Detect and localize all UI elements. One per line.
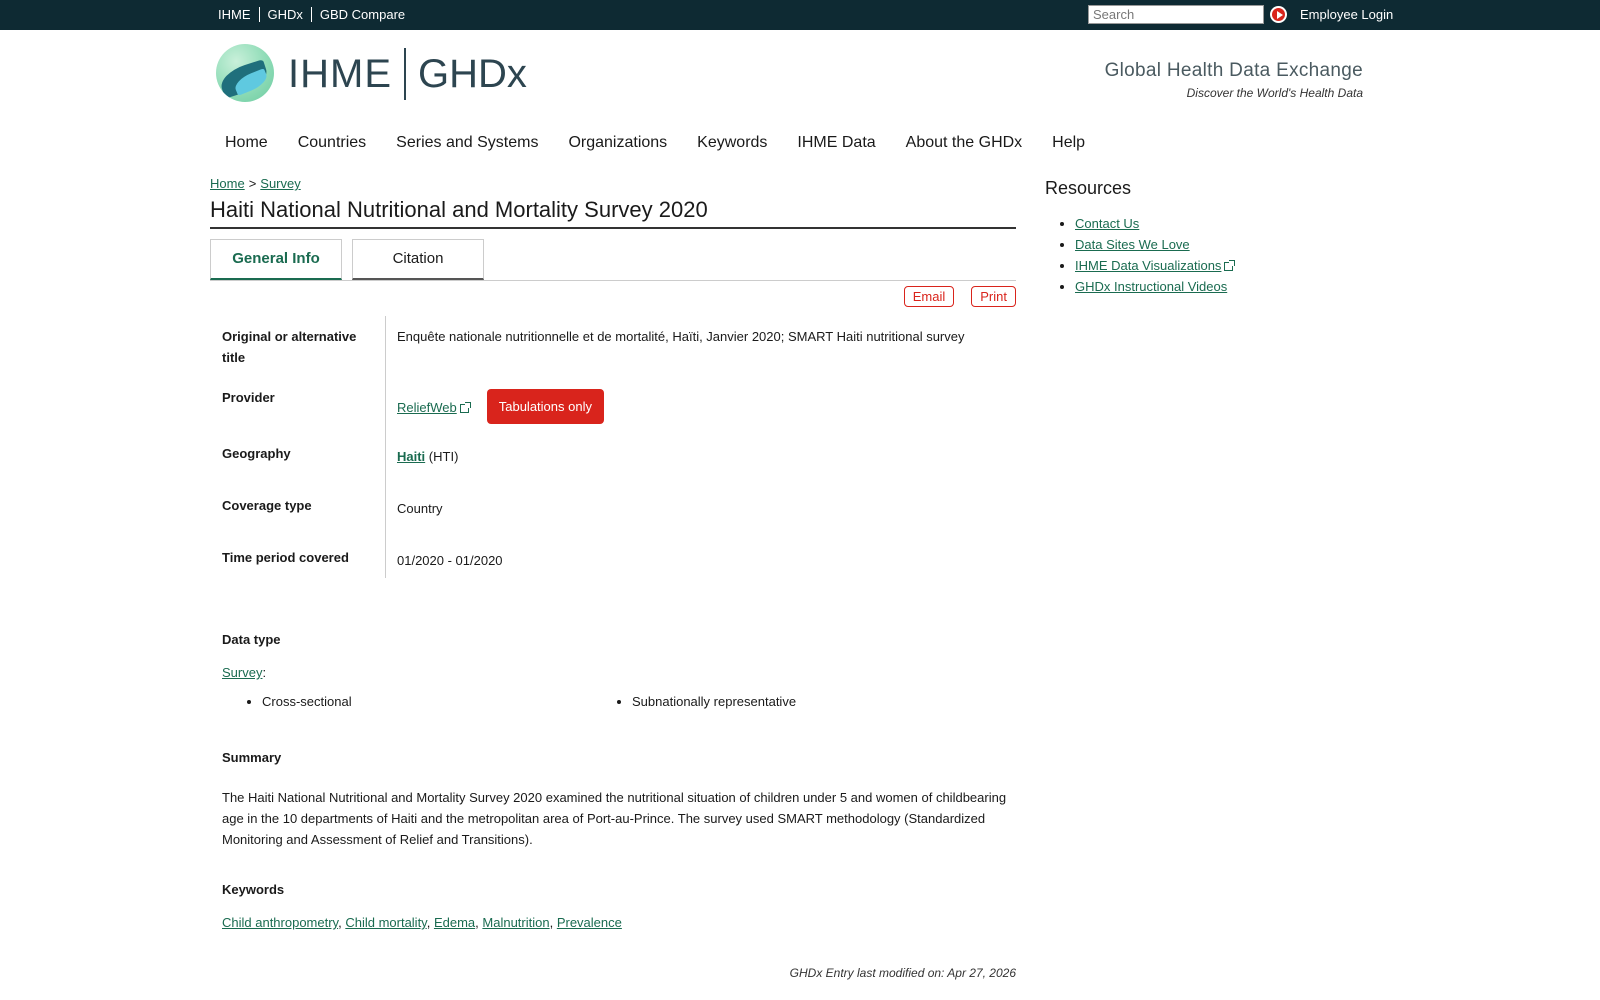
data-type-heading: Data type <box>222 632 281 647</box>
keyword-sep: , <box>549 915 557 930</box>
resource-videos[interactable]: GHDx Instructional Videos <box>1075 279 1228 294</box>
resources-list <box>1045 213 1305 297</box>
nav-ihme-data[interactable]: IHME Data <box>797 134 876 151</box>
keyword-sep: , <box>475 915 483 930</box>
keyword-link[interactable]: Malnutrition <box>482 915 550 930</box>
resources-heading: Resources <box>1045 178 1132 198</box>
site-tagline: Global Health Data Exchange <box>1104 60 1363 81</box>
breadcrumb-home[interactable]: Home <box>210 176 245 191</box>
keyword-link[interactable]: Edema <box>433 915 476 930</box>
summary-section <box>222 750 1012 850</box>
info-row-alt-title <box>222 316 992 380</box>
breadcrumb-separator: > <box>248 176 257 191</box>
resource-ihme-viz[interactable]: IHME Data Visualizations <box>1075 258 1222 273</box>
info-row-provider <box>222 380 992 436</box>
keyword-sep: , <box>426 915 434 930</box>
info-label-line: title <box>222 350 246 365</box>
keyword-link[interactable]: Prevalence <box>556 915 622 930</box>
site-header <box>0 30 1600 130</box>
data-type-survey-link[interactable]: Survey <box>222 665 263 680</box>
brand-ihme[interactable]: IHME <box>288 52 392 96</box>
nav-keywords[interactable]: Keywords <box>697 134 768 151</box>
page-title: Haiti National Nutritional and Mortality Survey 2020 <box>210 197 1016 229</box>
nav-help[interactable]: Help <box>1052 134 1086 151</box>
top-links <box>218 7 413 22</box>
keyword-link[interactable]: Child anthropometry <box>222 915 339 930</box>
last-modified: GHDx Entry last modified on: Apr 27, 2026 <box>789 966 1016 980</box>
top-link-ghdx[interactable]: GHDx <box>260 7 312 22</box>
page-actions <box>887 286 1016 307</box>
keyword-sep: , <box>338 915 346 930</box>
summary-text: The Haiti National Nutritional and Mortality Survey 2020 examined the nutritional situation of children under 5 and women of childbearing age in the 10 departments of Haiti and the metropolitan area of Port-au-Prince. The survey used SMART methodology (Standardized Monitoring and Assessment of Relief and Transitions). <box>222 790 1007 847</box>
list-item: • Subnationally representative <box>632 694 1002 709</box>
employee-login-link[interactable]: Employee Login <box>1300 7 1394 22</box>
list-item <box>1075 234 1305 255</box>
tabulations-only-badge: Tabulations only <box>487 389 604 424</box>
list-item <box>1075 213 1305 234</box>
nav-organizations[interactable]: Organizations <box>568 134 668 151</box>
keywords-heading: Keywords <box>222 882 285 897</box>
info-label: Time period covered <box>222 540 386 578</box>
summary-heading: Summary <box>222 750 282 765</box>
info-label <box>222 316 386 380</box>
print-button[interactable]: Print <box>971 286 1016 307</box>
tab-general-info[interactable]: General Info <box>210 239 342 280</box>
provider-value <box>386 380 992 436</box>
ihme-logo-icon[interactable] <box>216 44 274 102</box>
geography-link[interactable]: Haiti <box>397 449 426 464</box>
info-label: Provider <box>222 380 386 436</box>
info-row-time-period <box>222 540 992 578</box>
brand-divider <box>404 48 406 100</box>
alt-title-value: Enquête nationale nutritionnelle et de mortalité, Haïti, Janvier 2020; SMART Haiti nutritional survey <box>397 329 965 344</box>
info-label: Geography <box>222 436 386 488</box>
coverage-value: Country <box>397 501 443 516</box>
top-link-gbd-compare[interactable]: GBD Compare <box>319 7 406 22</box>
keyword-link[interactable]: Child mortality <box>345 915 427 930</box>
external-link-icon <box>460 404 469 413</box>
provider-link[interactable]: ReliefWeb <box>397 400 457 415</box>
breadcrumb <box>210 176 1016 191</box>
search-go-icon[interactable] <box>1270 6 1287 23</box>
tab-bar <box>210 239 1016 281</box>
main-nav <box>225 134 1115 152</box>
nav-countries[interactable]: Countries <box>297 134 367 151</box>
nav-home[interactable]: Home <box>225 134 268 151</box>
search-input[interactable] <box>1088 5 1264 24</box>
time-period-value: 01/2020 - 01/2020 <box>397 553 503 568</box>
data-type-link-line <box>222 665 1012 680</box>
keywords-list <box>222 915 1012 930</box>
breadcrumb-survey[interactable]: Survey <box>260 176 301 191</box>
top-bar <box>0 0 1600 30</box>
info-label: Coverage type <box>222 488 386 540</box>
data-type-list <box>222 694 1012 709</box>
geography-code: (HTI) <box>428 449 459 464</box>
main-content <box>210 176 1016 980</box>
brand-ghdx[interactable]: GHDx <box>418 52 527 96</box>
resource-data-sites[interactable]: Data Sites We Love <box>1075 237 1190 252</box>
site-subtagline: Discover the World's Health Data <box>1186 86 1363 100</box>
info-row-geography <box>222 436 992 488</box>
nav-about-the-ghdx[interactable]: About the GHDx <box>905 134 1023 151</box>
info-table <box>222 316 992 578</box>
email-button[interactable]: Email <box>904 286 955 307</box>
info-label-line: Original or alternative <box>222 329 357 344</box>
keywords-section <box>222 882 1012 930</box>
external-link-icon <box>1224 262 1233 271</box>
nav-series-and-systems[interactable]: Series and Systems <box>396 134 539 151</box>
top-link-ihme[interactable]: IHME <box>218 7 260 22</box>
resources-sidebar <box>1045 178 1305 297</box>
info-row-coverage <box>222 488 992 540</box>
geography-value <box>386 436 992 488</box>
list-item <box>1075 255 1305 276</box>
tab-citation[interactable]: Citation <box>352 239 484 280</box>
data-type-section <box>222 632 1012 709</box>
data-type-colon: : <box>262 665 267 680</box>
resource-contact-us[interactable]: Contact Us <box>1075 216 1140 231</box>
list-item: • Cross-sectional <box>262 694 632 709</box>
list-item <box>1075 276 1305 297</box>
